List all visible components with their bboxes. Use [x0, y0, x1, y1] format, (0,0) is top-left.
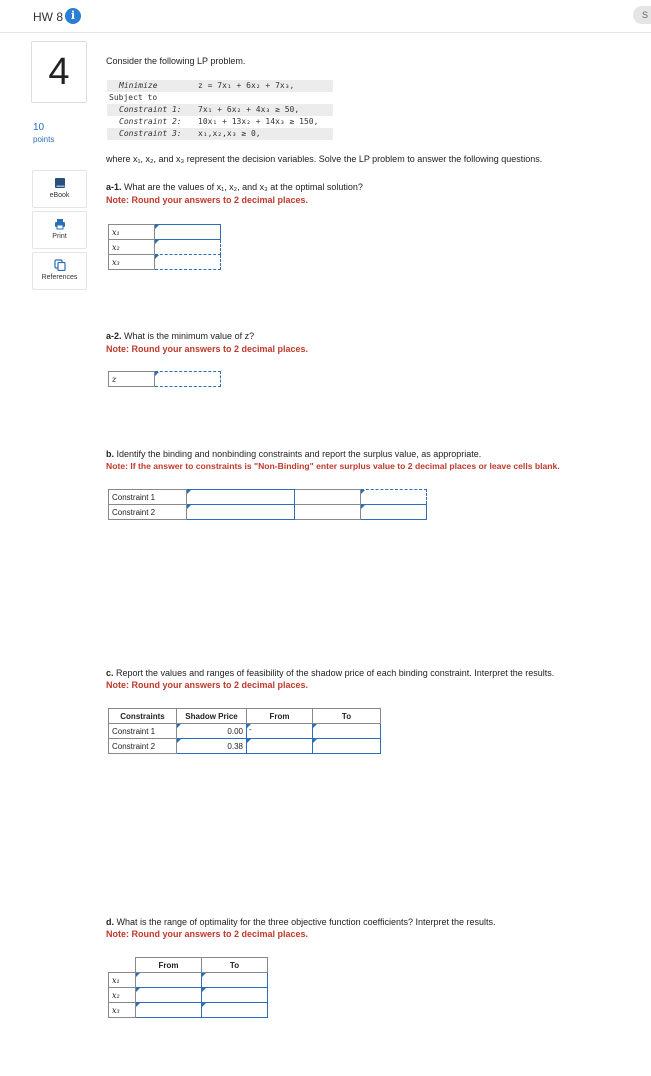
table-row: [109, 255, 221, 270]
d-text: What is the range of optimality for the three objective function coefficients? Interpret the results.: [116, 917, 496, 927]
lp-constraint-1-row: [107, 104, 333, 116]
c-question: [106, 668, 554, 678]
table-row: [109, 372, 221, 387]
d-x2-to-input[interactable]: [202, 988, 268, 1003]
d-x3-to-input[interactable]: [202, 1003, 268, 1018]
table-row: [109, 973, 268, 988]
a1-x1-input[interactable]: [155, 225, 221, 240]
c-c1-to-input[interactable]: [313, 724, 381, 739]
ebook-button[interactable]: [32, 170, 87, 208]
a2-note: Note: Round your answers to 2 decimal places.: [106, 344, 309, 354]
print-label: Print: [52, 233, 67, 240]
table-row: [109, 1003, 268, 1018]
lp-objective: z = 7x₁ + 6x₂ + 7x₃,: [198, 81, 295, 90]
documents-icon: [54, 259, 66, 271]
ebook-label: eBook: [49, 192, 70, 199]
table-row: [109, 724, 381, 739]
a1-label: a-1.: [106, 182, 122, 192]
d-table: [108, 957, 268, 1018]
c-c2-to-input[interactable]: [313, 739, 381, 754]
b-question: [106, 449, 481, 459]
printer-icon: [54, 218, 66, 230]
table-header-row: [109, 958, 268, 973]
print-button[interactable]: [32, 211, 87, 249]
a2-row-label: z: [109, 372, 155, 387]
d-header: From: [136, 958, 202, 973]
lp-subject-to: Subject to: [109, 93, 158, 102]
intro-text: Consider the following LP problem.: [106, 56, 246, 66]
b-c1-surplus-input[interactable]: [361, 490, 427, 505]
top-bar: [0, 0, 651, 33]
lp-c3-label: Constraint 3:: [119, 129, 182, 138]
lp-c3: x₁,x₂,x₃ ≥ 0,: [198, 129, 261, 138]
b-row-label: Constraint 2: [109, 505, 187, 520]
a2-label: a-2.: [106, 331, 122, 341]
points-value: 10: [33, 122, 45, 133]
b-c2-surplus-input[interactable]: [361, 505, 427, 520]
a1-x2-input[interactable]: [155, 240, 221, 255]
table-header-row: [109, 709, 381, 724]
d-x1-to-input[interactable]: [202, 973, 268, 988]
b-c1-status-select[interactable]: [187, 490, 295, 505]
references-button[interactable]: [32, 252, 87, 290]
table-row: [109, 739, 381, 754]
d-header: To: [202, 958, 268, 973]
table-row: [109, 988, 268, 1003]
assignment-title: HW 8: [33, 10, 63, 24]
c-label: c.: [106, 668, 114, 678]
c-c1-from-prefix: -: [249, 725, 252, 734]
b-text: Identify the binding and nonbinding constraints and report the surplus value, as appropriate.: [116, 449, 482, 459]
a1-table: [108, 224, 221, 270]
d-note: Note: Round your answers to 2 decimal places.: [106, 929, 309, 939]
lp-c2-label: Constraint 2:: [119, 117, 182, 126]
d-corner: [109, 958, 136, 973]
where-text: where x₁, x₂, and x₃ represent the decision variables. Solve the LP problem to answer the following questions.: [106, 154, 543, 164]
lp-c1: 7x₁ + 6x₂ + 4x₃ ≥ 50,: [198, 105, 300, 114]
table-row: [109, 505, 427, 520]
a1-x3-input[interactable]: [155, 255, 221, 270]
c-table: [108, 708, 381, 754]
b-note: Note: If the answer to constraints is "Non-Binding" enter surplus value to 2 decimal places or leave cells blank.: [106, 461, 560, 471]
d-label: d.: [106, 917, 114, 927]
c-header: To: [313, 709, 381, 724]
lp-minimize: Minimize: [119, 81, 158, 90]
b-c2-status-select[interactable]: [187, 505, 295, 520]
c-c2-from-input[interactable]: [247, 739, 313, 754]
a1-row-label: x₃: [109, 255, 155, 270]
b-c1-blank: [295, 490, 361, 505]
c-text: Report the values and ranges of feasibility of the shadow price of each binding constraint. Interpret the results.: [116, 668, 555, 678]
question-number: 4: [31, 41, 87, 103]
a1-note: Note: Round your answers to 2 decimal places.: [106, 195, 309, 205]
d-x1-from-input[interactable]: [136, 973, 202, 988]
d-question: [106, 917, 496, 927]
table-row: [109, 490, 427, 505]
info-icon[interactable]: i: [65, 8, 81, 24]
c-note: Note: Round your answers to 2 decimal places.: [106, 680, 309, 690]
c-header: From: [247, 709, 313, 724]
b-row-label: Constraint 1: [109, 490, 187, 505]
c-row-label: Constraint 2: [109, 739, 177, 754]
lp-subject-row: [107, 92, 333, 104]
a2-text: What is the minimum value of z?: [124, 331, 255, 341]
a2-z-input[interactable]: [155, 372, 221, 387]
d-row-label: x₁: [109, 973, 136, 988]
b-label: b.: [106, 449, 114, 459]
d-x2-from-input[interactable]: [136, 988, 202, 1003]
c-c1-from-input[interactable]: [247, 724, 313, 739]
c-c2-shadow-input[interactable]: 0.38: [177, 739, 247, 754]
a1-row-label: x₂: [109, 240, 155, 255]
c-c1-shadow-input[interactable]: 0.00: [177, 724, 247, 739]
d-row-label: x₃: [109, 1003, 136, 1018]
b-c2-blank: [295, 505, 361, 520]
d-x3-from-input[interactable]: [136, 1003, 202, 1018]
corner-button[interactable]: S: [633, 6, 651, 24]
d-row-label: x₂: [109, 988, 136, 1003]
lp-constraint-2-row: [107, 116, 333, 128]
a2-question: [106, 331, 254, 341]
lp-constraint-3-row: [107, 128, 333, 140]
a2-table: [108, 371, 221, 387]
a1-text: What are the values of x₁, x₂, and x₃ at the optimal solution?: [124, 182, 363, 192]
c-header: Constraints: [109, 709, 177, 724]
table-row: [109, 225, 221, 240]
lp-c2: 10x₁ + 13x₂ + 14x₃ ≥ 150,: [198, 117, 319, 126]
references-label: References: [41, 274, 78, 281]
b-table: [108, 489, 427, 520]
a1-question: [106, 182, 363, 192]
c-row-label: Constraint 1: [109, 724, 177, 739]
book-icon: [54, 177, 66, 189]
c-header: Shadow Price: [177, 709, 247, 724]
lp-c1-label: Constraint 1:: [119, 105, 182, 114]
lp-objective-row: [107, 80, 333, 92]
a1-row-label: x₁: [109, 225, 155, 240]
table-row: [109, 240, 221, 255]
points-label: points: [33, 135, 55, 144]
